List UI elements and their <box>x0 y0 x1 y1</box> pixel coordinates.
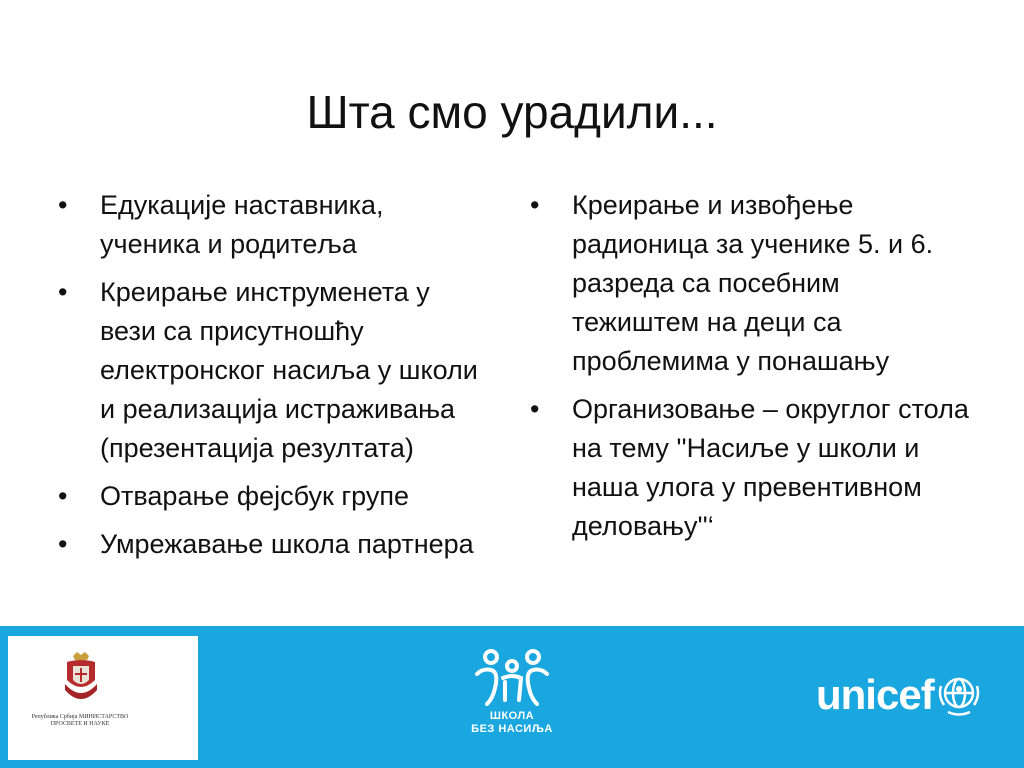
list-item-text: Отварање фејсбук групе <box>100 481 410 511</box>
bullet-icon: • <box>58 277 68 307</box>
list-item-text: Умрежавање школа партнера <box>100 529 474 559</box>
ministry-caption: Република Србија МИНИСТАРСТВО ПРОСВЕТЕ И НАУКЕ <box>31 714 129 727</box>
list-item <box>58 477 478 516</box>
footer-banner <box>0 626 1024 768</box>
bullet-icon: • <box>58 190 68 220</box>
list-item <box>58 525 478 564</box>
list-item-text: Креирање инструменета у вези са присутношћу електронског насиља у школи и реализација истраживања (презентација резултата) <box>100 277 478 463</box>
list-item-text: Организовање – округлог стола на тему ''Насиље у школи и наша улога у превентивном деловању''‘ <box>572 394 969 541</box>
list-item <box>58 273 478 468</box>
list-item <box>530 186 970 381</box>
unicef-wordmark: unicef <box>816 671 934 718</box>
serbian-coat-of-arms-icon <box>63 650 99 708</box>
slide-title: Шта смо урадили... <box>306 86 718 138</box>
school-logo-line2: БЕЗ НАСИЉА <box>471 723 553 735</box>
unicef-globe-icon <box>936 672 982 718</box>
list-item-text: Едукације наставника, ученика и родитеља <box>100 190 384 259</box>
right-bullet-list <box>530 186 970 555</box>
list-item <box>58 186 478 264</box>
bullet-icon: • <box>58 481 68 511</box>
school-without-violence-logo <box>462 648 562 758</box>
unicef-logo <box>816 670 982 720</box>
ministry-logo <box>8 636 198 760</box>
list-item <box>530 390 970 546</box>
left-bullet-list <box>58 186 478 573</box>
bullet-icon: • <box>530 394 540 424</box>
bullet-icon: • <box>530 190 540 220</box>
bullet-icon: • <box>58 529 68 559</box>
list-item-text: Креирање и извођење радионица за ученике 5. и 6. разреда са посебним тежиштем на деци са проблемима у понашању <box>572 190 934 376</box>
children-figures-icon <box>469 648 555 710</box>
school-logo-line1: ШКОЛА <box>489 710 535 722</box>
